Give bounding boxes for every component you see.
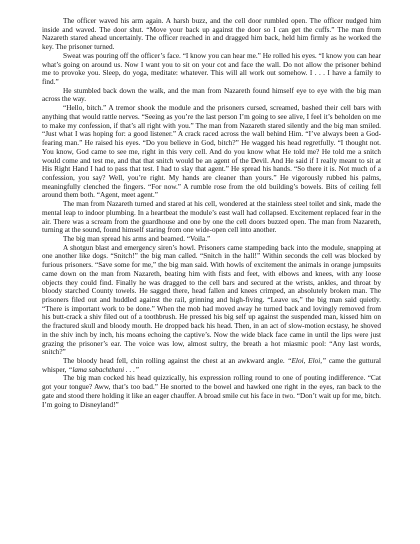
paragraph-p08: [42, 357, 381, 374]
text-segment: He stumbled back down the walk, and the man from Nazareth found himself eye to eye with the big man across the way.: [42, 86, 381, 104]
paragraph-p09: [42, 374, 381, 409]
paragraph-p06: [42, 235, 381, 244]
text-segment: The big man cocked his head quizzically, his expression rolling round to one of pouting indifference. “Cat got your tongue? Aww, that’s too bad.” He snorted to the bowel and hawked one right in the eyes, ran back to the gate and stood there holding it like an eager chauffer. A broad smile cut his face in two. “Don’t wait up for me, bitch. I’m going to Disneyland!”: [42, 374, 381, 409]
text-segment: “Hello, bitch.” A tremor shook the module and the prisoners cursed, screamed, bashed their cell bars with anything that would rattle nerves. “Seeing as you’re the last person I’m going to see alive, I feel it’s beholden on me to make my confession, if that’s all right with you.” The man from Nazareth stared silently and the big man smiled. “Just what I was hoping for: a good listener.” A crack raced across the wall behind Him. “I’ve always been a God-fearing man.” He raised his eyes. “Do you believe in God, bitch?” He wagged his head regretfully. “I thought not. You know, God came to see me, right in this very cell. And do you know what He told me? He told me a snitch would come and test me, and that that snitch would be an agent of the Devil. And He said if I really meant to sit at His Right Hand I had to pass that test. I had to slay that agent.” He spread his hands. “So there it is. Not much of a confession, you say? Well, you’re right. My hands are cleaner than yours.” He vigorously rubbed his palms, meaningfully clenched the fingers. “For now.” A rumble rose from the old building’s bowels. Bits of ceiling fell around them both. “Agent, meet agent.”: [42, 104, 381, 200]
text-segment: The bloody head fell, chin rolling against the chest at an awkward angle.: [63, 357, 288, 366]
paragraph-p02: [42, 52, 381, 87]
paragraph-p04: [42, 104, 381, 200]
body-text: [42, 17, 381, 409]
italic-text-segment: “Eloi, Eloi,”: [287, 357, 327, 366]
paragraph-p05: [42, 200, 381, 235]
text-segment: came the guttural whisper,: [42, 357, 382, 374]
text-segment: The big man spread his arms and beamed. “Voila.”: [63, 234, 211, 243]
paragraph-p03: [42, 87, 381, 104]
paragraph-p01: [42, 17, 381, 52]
text-segment: A shotgun blast and emergency siren’s howl. Prisoners came stampeding back into the module, snapping at one another like dogs. “Snitch!” the big man called. “Snitch in the hall!” Within seconds the cell was blocked by furious prisoners. “Save some for me,” the big man said. With howls of excitement the animals in orange jumpsuits came down on the man from Nazareth, beating him with fists and feet, with elbows and knees, with any loose objects they could find. Finally he was dragged to the cell bars and secured at the wrists, ankles, and throat by bloody starched County towels. He sagged there, head fallen and knees crimped, an absolutely broken man. The prisoners filed out and huddled against the rail, grinning and high-fiving. “Leave us,” the big man said quietly. “There is important work to be done.” When the mob had moved away he turned back and lovingly removed from his butt-crack a shiv filed out of a toothbrush. He pressed his big self up against the suspended man, kissed him on the fractured skull and bloody mouth. He dropped back his head. Then, in an act of slow-motion ecstasy, he shoved in the shiv inch by inch, his moans echoing the captive’s. Now the wide black face came in until the lips were just grazing the prisoner’s ear. The voice was low, almost sultry, the breath a hot miasmic pool: “Any last words, snitch?”: [42, 243, 381, 357]
paragraph-p07: [42, 244, 381, 357]
text-segment: The man from Nazareth turned and stared at his cell, wondered at the stainless steel toilet and sink, made the mental leap to indoor plumbing. In a heartbeat the module’s east wall had collapsed. Excitement replaced fear in the air. There was a scream from the guardhouse and one by one the cell doors buzzed open. The man from Nazareth, turning at the sound, found himself staring from one wide-open cell into another.: [42, 200, 381, 235]
text-segment: The officer waved his arm again. A harsh buzz, and the cell door rumbled open. The officer nudged him inside and waved. The door shut. “Move your back up against the door so I can get the cuffs.” The man from Nazareth stared ahead uncertainly. The officer reached in and dragged him back, held him firmly as he worked the key. The prisoner turned.: [42, 17, 381, 52]
italic-text-segment: “lama sabachthani . . .”: [68, 365, 139, 374]
text-segment: Sweat was pouring off the officer’s face. “I know you can hear me.” He rolled his eyes. “I know you can hear what’s going on around us. Now I want you to sit on your cot and face the wall. Do not allow the prisoner behind me to provoke you. Sleep, do yoga, meditate: whatever. This will all work out somehow. I . . . I have a family to find.”: [42, 51, 381, 87]
